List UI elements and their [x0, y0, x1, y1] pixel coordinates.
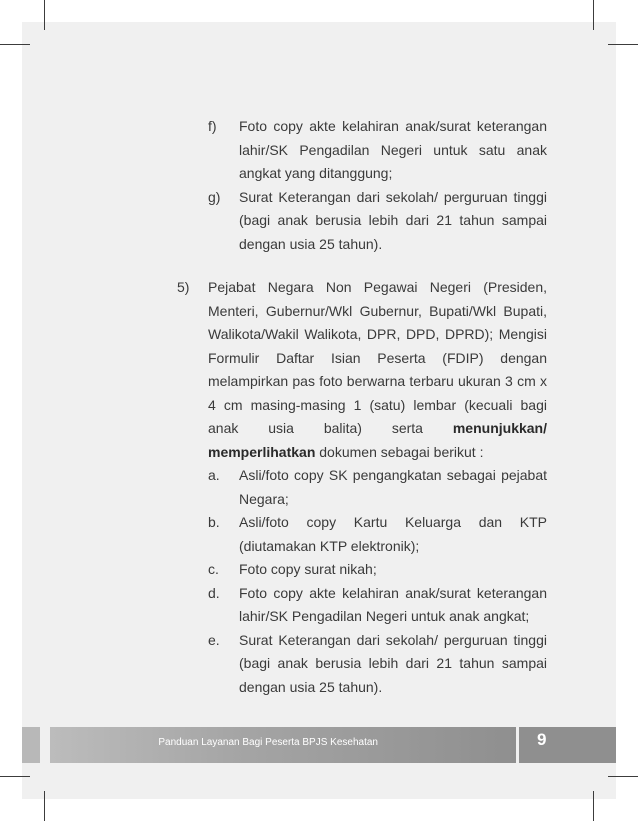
list-marker: f) — [208, 118, 217, 134]
page-footer — [22, 727, 616, 763]
page-number-box — [519, 727, 616, 763]
footer-bar — [50, 727, 516, 763]
list-text: Foto copy akte kelahiran anak/surat keterangan lahir/SK Pengadilan Negeri untuk satu anak angkat yang ditanggung; — [239, 118, 547, 181]
list-marker: e. — [208, 631, 220, 648]
list-text: Foto copy akte kelahiran anak/surat keterangan lahir/SK Pengadilan Negeri untuk anak angkat; — [239, 584, 547, 624]
document-body — [177, 115, 547, 699]
footer-title: Panduan Layanan Bagi Peserta BPJS Kesehatan — [158, 737, 378, 748]
list-item — [208, 558, 547, 582]
list-item — [208, 582, 547, 629]
crop-mark — [0, 44, 30, 45]
list-marker: a. — [208, 467, 220, 483]
crop-mark — [608, 44, 638, 45]
list-marker: b. — [208, 514, 220, 530]
item5-paragraph — [208, 276, 547, 464]
list-text: Asli/foto copy SK pengangkatan sebagai pejabat Negara; — [239, 467, 547, 507]
list-marker: g) — [208, 188, 221, 205]
list-text: Foto copy surat nikah; — [239, 561, 377, 577]
list-item — [208, 186, 547, 257]
item5-text-after: dokumen sebagai berikut : — [315, 443, 484, 460]
list-marker: d. — [208, 584, 220, 601]
item5-content — [208, 276, 547, 699]
list-text: Surat Keterangan dari sekolah/ perguruan tinggi (bagi anak berusia lebih dari 21 tahun sampai dengan usia 25 tahun). — [239, 188, 547, 252]
crop-mark — [0, 776, 30, 777]
item5-bold-text: menunjukkan/ memperlihatkan — [208, 420, 547, 460]
numbered-item-5 — [177, 276, 547, 699]
footer-stub — [22, 727, 40, 763]
list-marker: 5) — [177, 279, 190, 295]
crop-mark — [44, 791, 45, 821]
continued-list — [177, 115, 547, 256]
list-item — [208, 115, 547, 186]
list-text: Asli/foto copy Kartu Keluarga dan KTP (diutamakan KTP elektronik); — [239, 514, 547, 554]
crop-mark — [608, 776, 638, 777]
item5-text-before: Pejabat Negara Non Pegawai Negeri (Presiden, Menteri, Gubernur/Wkl Gubernur, Bupati/Wkl Bupati, Walikota/Wakil Walikota, DPR, DPD, DPRD); Mengisi Formulir Daftar Isian Peserta (FDIP) dengan melampirkan pas foto berwarna terbaru ukuran 3 cm x 4 cm masing-masing 1 (satu) lembar (kecuali bagi anak usia balita) serta — [208, 279, 547, 436]
list-text: Surat Keterangan dari sekolah/ perguruan tinggi (bagi anak berusia lebih dari 21 tahun sampai dengan usia 25 tahun). — [239, 631, 547, 695]
list-item — [208, 511, 547, 558]
page-number: 9 — [537, 730, 547, 749]
crop-mark — [44, 0, 45, 30]
list-item — [208, 464, 547, 511]
list-marker: c. — [208, 561, 219, 577]
list-item — [208, 629, 547, 700]
crop-mark — [593, 791, 594, 821]
crop-mark — [593, 0, 594, 30]
